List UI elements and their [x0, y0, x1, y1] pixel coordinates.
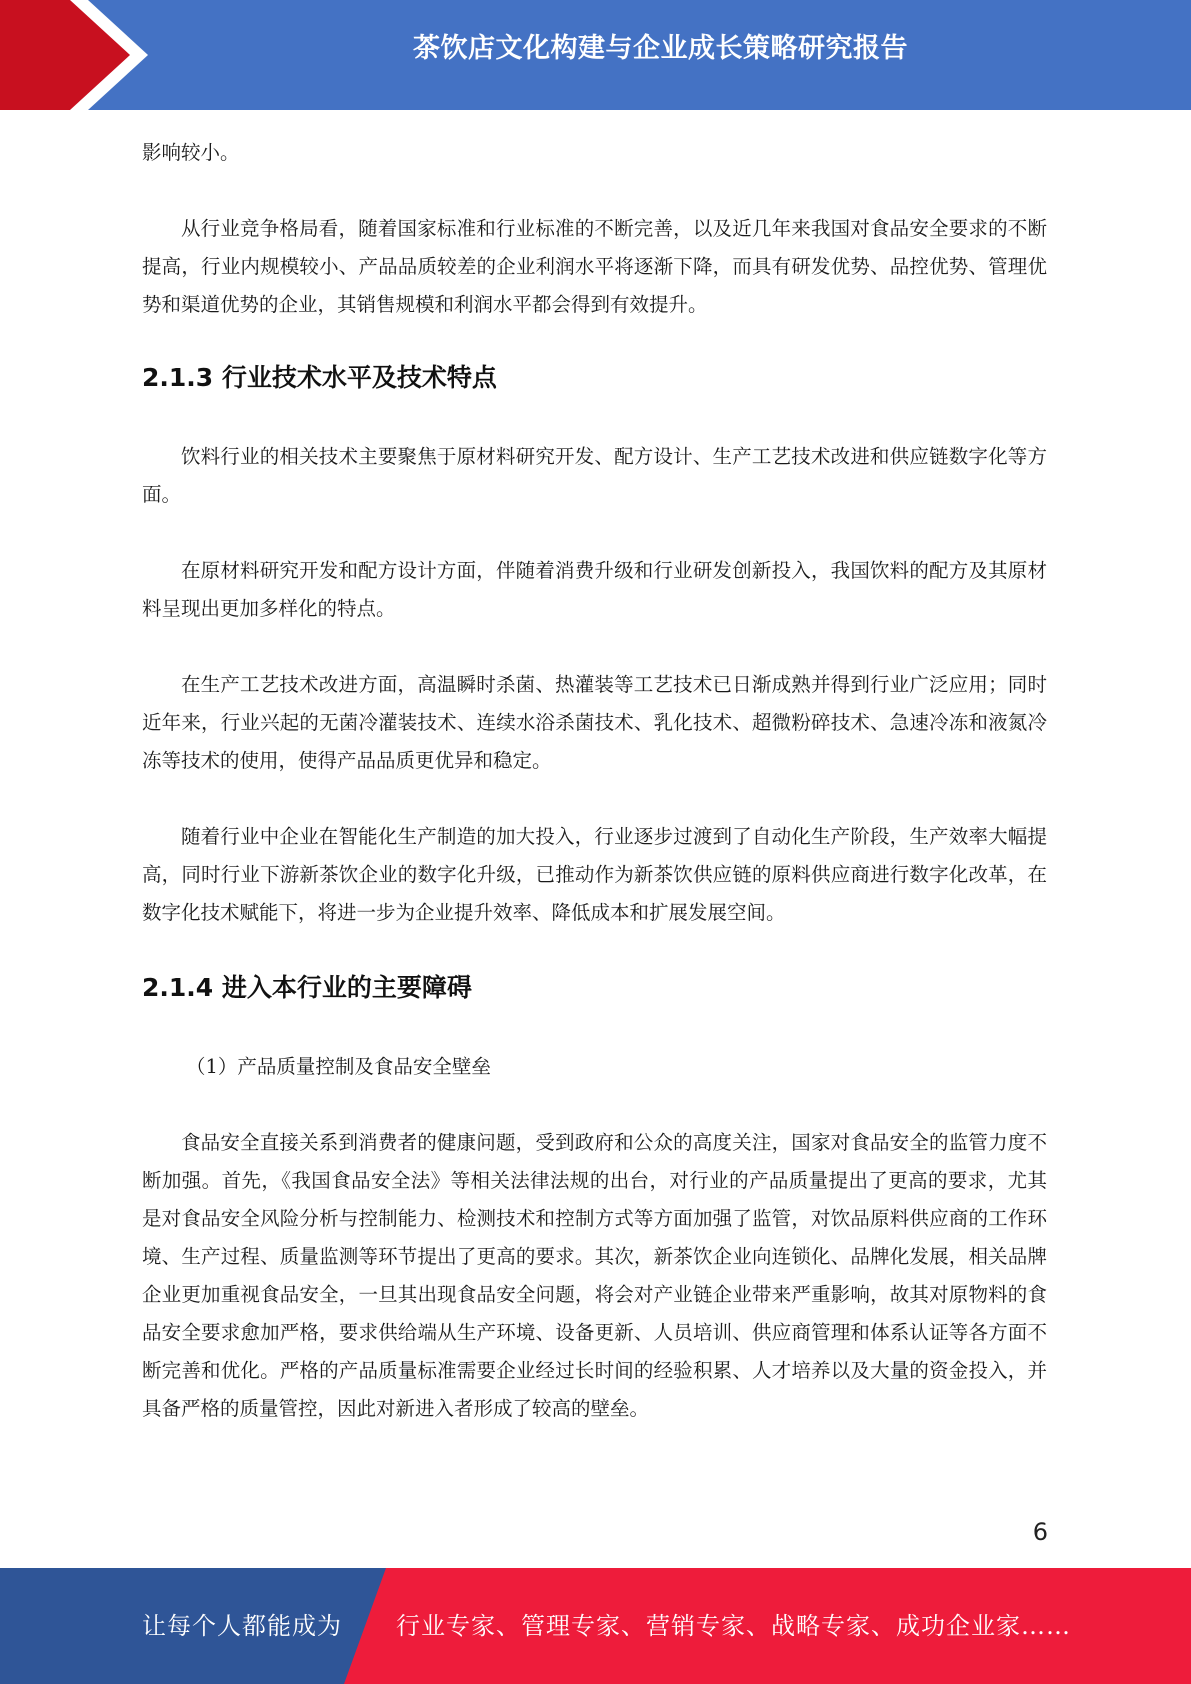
section-heading-2-1-4: 2.1.4 进入本行业的主要障碍 [142, 973, 472, 1002]
paragraph-food-safety: 食品安全直接关系到消费者的健康问题，受到政府和公众的高度关注，国家对食品安全的监管力度不断加强。首先，《我国食品安全法》等相关法律法规的出台，对行业的产品质量提出了更高的要求，尤其是对食品安全风险分析与控制能力、检测技术和控制方式等方面加强了监管，对饮品原料供应商的工作环境、生产过程、质量监测等环节提出了更高的要求。其次，新茶饮企业向连锁化、品牌化发展，相关品牌企业更加重视食品安全，一旦其出现食品安全问题，将会对产业链企业带来严重影响，故其对原物料的食品安全要求愈加严格，要求供给端从生产环境、设备更新、人员培训、供应商管理和体系认证等各方面不断完善和优化。严格的产品质量标准需要企业经过长时间的经验积累、人才培养以及大量的资金投入，并具备严格的质量管控，因此对新进入者形成了较高的壁垒。 [142, 1131, 1047, 1420]
section-heading-2-1-3: 2.1.3 行业技术水平及技术特点 [142, 363, 497, 392]
sub-item-quality-barrier: （1）产品质量控制及食品安全壁垒 [186, 1055, 491, 1078]
paragraph-process-technology: 在生产工艺技术改进方面，高温瞬时杀菌、热灌装等工艺技术已日渐成熟并得到行业广泛应用；同时近年来，行业兴起的无菌冷灌装技术、连续水浴杀菌技术、乳化技术、超微粉碎技术、急速冷冻和液氮冷冻等技术的使用，使得产品品质更优异和稳定。 [142, 673, 1047, 772]
page-number: 6 [1032, 1518, 1048, 1546]
paragraph-continued: 影响较小。 [142, 141, 240, 164]
page-header [0, 0, 1191, 110]
footer-slogan-right: 行业专家、管理专家、营销专家、战略专家、成功企业家…… [396, 1612, 1071, 1640]
footer-slogan-left: 让每个人都能成为 [142, 1612, 342, 1640]
paragraph-competition: 从行业竞争格局看，随着国家标准和行业标准的不断完善，以及近几年来我国对食品安全要求的不断提高，行业内规模较小、产品品质较差的企业利润水平将逐渐下降，而具有研发优势、品控优势、管理优势和渠道优势的企业，其销售规模和利润水平都会得到有效提升。 [142, 217, 1047, 316]
paragraph-technology-focus: 饮料行业的相关技术主要聚焦于原材料研究开发、配方设计、生产工艺技术改进和供应链数字化等方面。 [142, 445, 1047, 506]
paragraph-digitalization: 随着行业中企业在智能化生产制造的加大投入，行业逐步过渡到了自动化生产阶段，生产效率大幅提高，同时行业下游新茶饮企业的数字化升级，已推动作为新茶饮供应链的原料供应商进行数字化改革，在数字化技术赋能下，将进一步为企业提升效率、降低成本和扩展发展空间。 [142, 825, 1047, 924]
page-footer [0, 1568, 1191, 1684]
paragraph-raw-materials: 在原材料研究开发和配方设计方面，伴随着消费升级和行业研发创新投入，我国饮料的配方及其原材料呈现出更加多样化的特点。 [142, 559, 1047, 620]
header-arrow-decoration [0, 0, 150, 110]
document-title: 茶饮店文化构建与企业成长策略研究报告 [413, 33, 908, 64]
